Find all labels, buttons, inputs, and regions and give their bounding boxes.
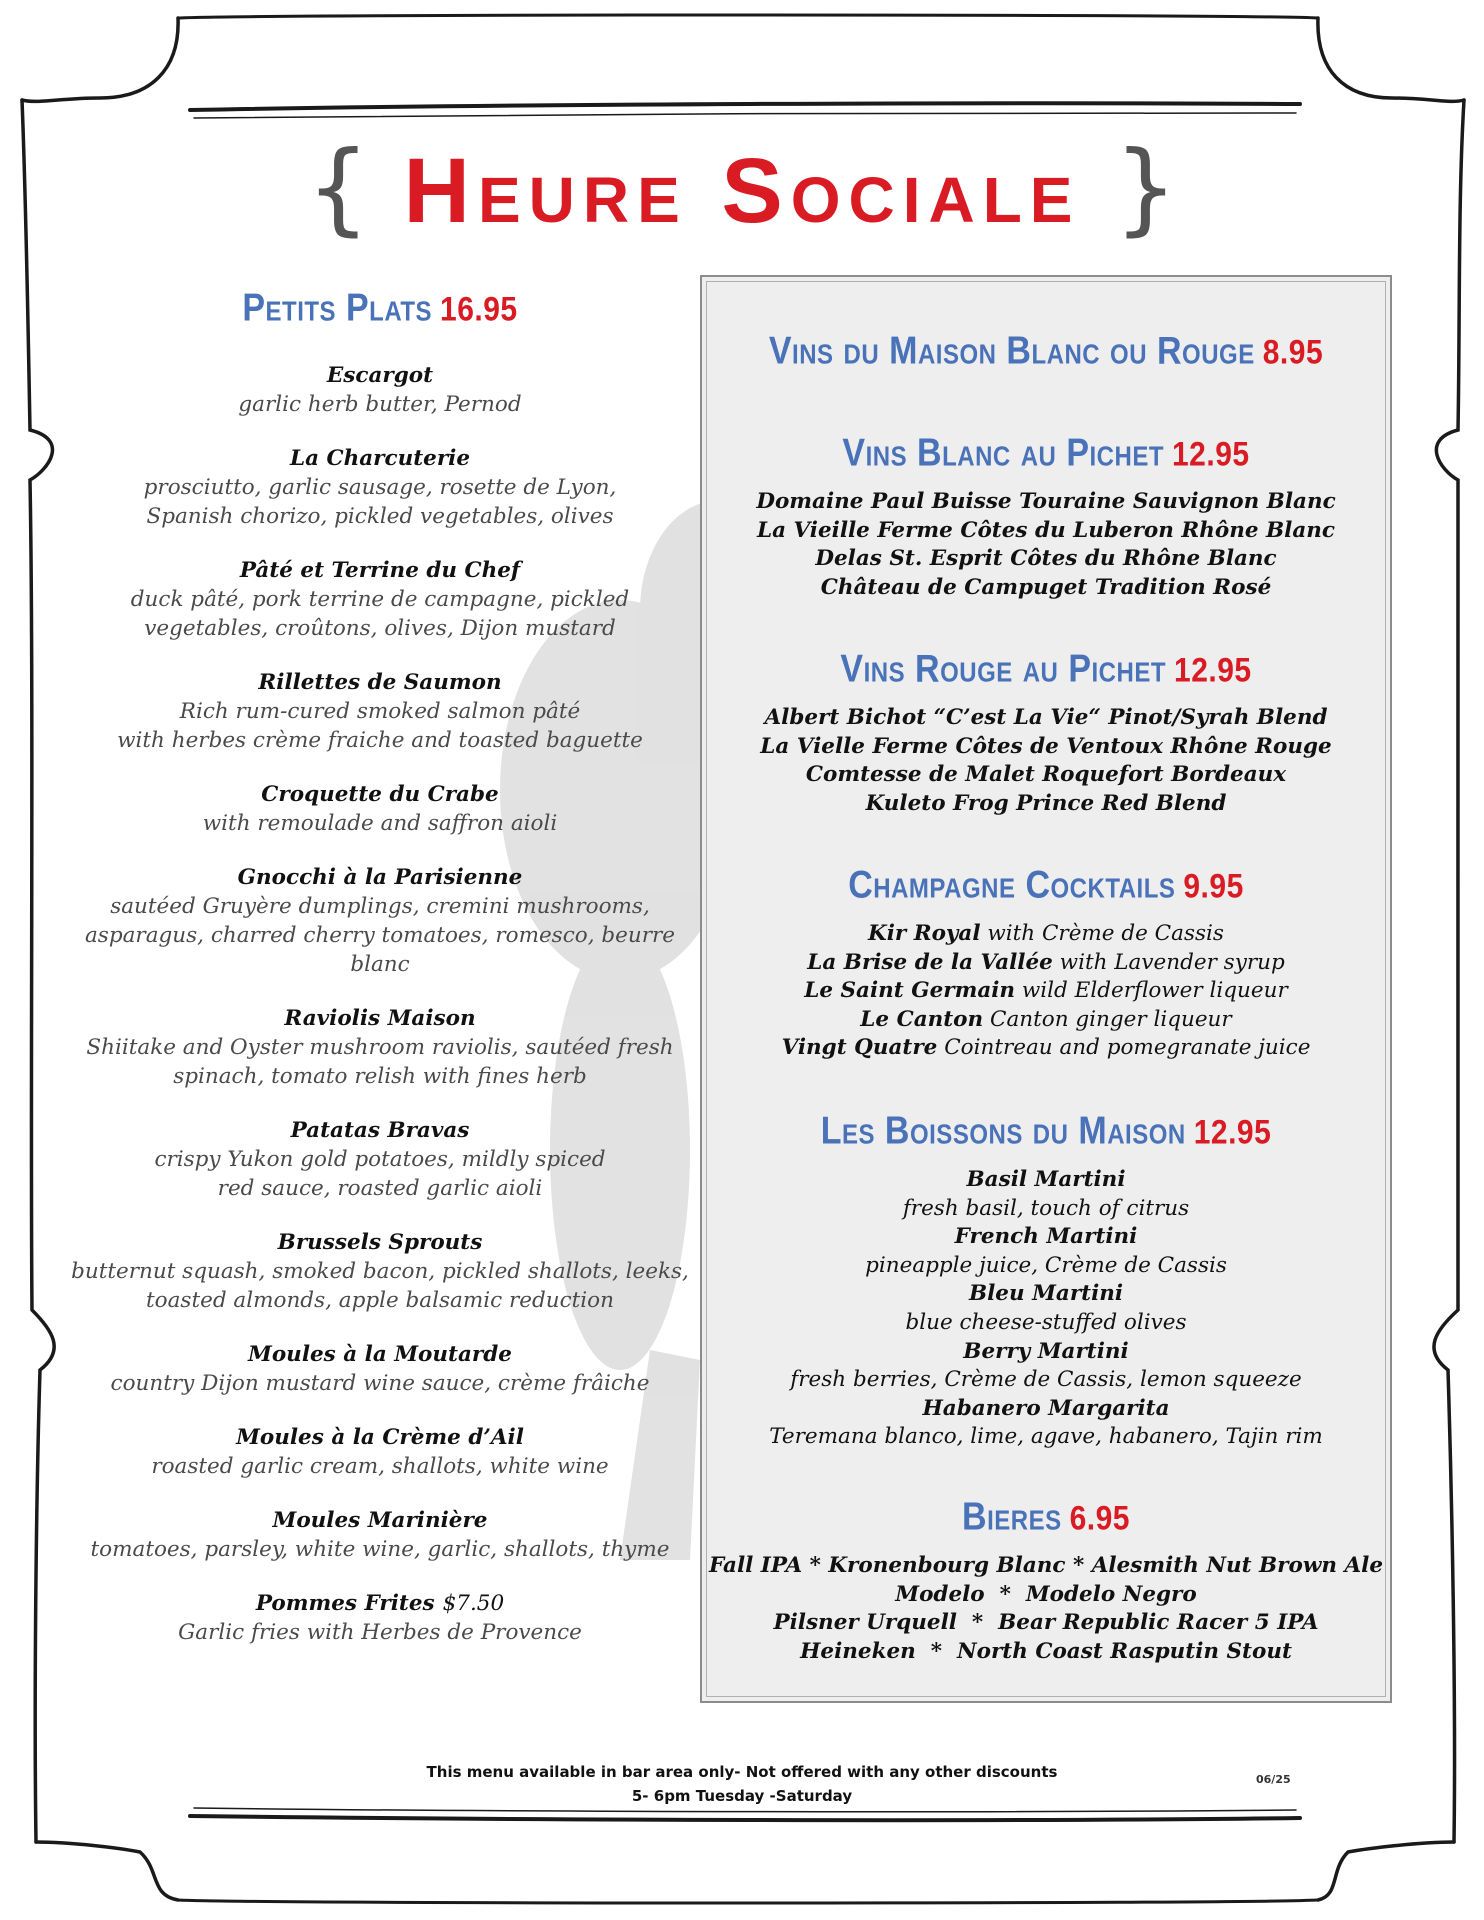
vins-maison-title: Vins du Maison Blanc ou Rouge — [768, 329, 1255, 373]
dish-price: $7.50 — [442, 1591, 505, 1617]
drink-description: pineapple juice, Crème de Cassis — [865, 1252, 1227, 1278]
cocktail-name: Vingt Quatre — [781, 1035, 938, 1061]
dish-description: tomatoes, parsley, white wine, garlic, shallots, thyme — [90, 1537, 670, 1563]
champagne-heading — [702, 864, 1390, 907]
menu-item — [70, 668, 690, 755]
dish-description: vegetables, croûtons, olives, Dijon mustard — [144, 616, 616, 642]
menu-item — [70, 1423, 690, 1481]
dish-name-text: Patatas Bravas — [290, 1118, 470, 1144]
drinks-panel — [700, 275, 1392, 1703]
cocktail-item — [702, 977, 1390, 1006]
vins-maison-heading — [702, 330, 1390, 373]
menu-item — [70, 361, 690, 419]
cocktail-description: wild Elderflower liqueur — [1021, 978, 1288, 1004]
wine-item: La Vieille Ferme Côtes du Luberon Rhône Blanc — [756, 517, 1336, 543]
page-title — [0, 129, 1484, 246]
dish-name — [70, 556, 690, 585]
title-text: Heure Sociale — [403, 140, 1081, 242]
cocktail-description: with Crème de Cassis — [987, 921, 1224, 946]
cocktail-item — [702, 920, 1390, 949]
dish-description: with herbes crème fraiche and toasted baguette — [117, 728, 643, 754]
vins-rouge-title: Vins Rouge au Pichet — [840, 647, 1167, 691]
dish-name — [70, 1004, 690, 1033]
bieres-list — [702, 1552, 1390, 1666]
dish-name — [70, 1423, 690, 1452]
petits-plats-section — [70, 286, 690, 1672]
dish-description: crispy Yukon gold potatoes, mildly spiced — [154, 1147, 606, 1173]
boissons-price: 12.95 — [1193, 1113, 1272, 1152]
dish-name — [70, 1506, 690, 1535]
drink-description: Teremana blanco, lime, agave, habanero, Tajin rim — [769, 1424, 1323, 1450]
dish-description: garlic herb butter, Pernod — [238, 392, 522, 418]
drink-description: blue cheese-stuffed olives — [905, 1309, 1187, 1335]
bieres-title: Bieres — [962, 1495, 1062, 1539]
dish-description: prosciutto, garlic sausage, rosette de Lyon, — [143, 475, 617, 501]
dish-description: roasted garlic cream, shallots, white wine — [151, 1454, 609, 1480]
date-code: 06/25 — [1256, 1773, 1291, 1786]
dish-name-text: Gnocchi à la Parisienne — [237, 865, 523, 891]
wine-item: Château de Campuget Tradition Rosé — [820, 574, 1272, 600]
menu-item — [70, 444, 690, 531]
cocktail-name: Le Canton — [860, 1006, 984, 1032]
dish-name — [70, 780, 690, 809]
dish-name — [70, 1589, 690, 1618]
champagne-title: Champagne Cocktails — [848, 863, 1176, 907]
beer-line: Modelo * Modelo Negro — [895, 1581, 1197, 1607]
dish-description: country Dijon mustard wine sauce, crème frâiche — [110, 1371, 650, 1397]
dish-description: Garlic fries with Herbes de Provence — [178, 1620, 582, 1646]
beer-line: Pilsner Urquell * Bear Republic Racer 5 IPA — [773, 1610, 1319, 1636]
dish-name-text: Rillettes de Saumon — [258, 670, 502, 696]
menu-item — [70, 1116, 690, 1203]
drink-name: French Martini — [954, 1224, 1138, 1250]
drink-description: fresh basil, touch of citrus — [902, 1195, 1190, 1221]
menu-item — [70, 1340, 690, 1398]
wine-item: La Vielle Ferme Côtes de Ventoux Rhône Rouge — [760, 733, 1332, 759]
dish-description: sautéed Gruyère dumplings, cremini mushrooms, — [110, 894, 650, 920]
vins-blanc-list — [702, 488, 1390, 602]
dish-description: toasted almonds, apple balsamic reduction — [146, 1288, 614, 1314]
vins-rouge-price: 12.95 — [1174, 651, 1252, 690]
dish-name — [70, 1228, 690, 1257]
menu-item — [70, 1228, 690, 1315]
footer-line-2: 5- 6pm Tuesday -Saturday — [631, 1787, 853, 1805]
menu-item — [70, 863, 690, 979]
menu-item — [70, 1589, 690, 1647]
wine-item: Albert Bichot “C’est La Vie“ Pinot/Syrah Blend — [764, 705, 1328, 730]
dish-description: asparagus, charred cherry tomatoes, romesco, beurre blanc — [84, 923, 675, 978]
dish-description: spinach, tomato relish with fines herb — [173, 1064, 587, 1090]
dish-name-text: Moules à la Moutarde — [248, 1342, 512, 1368]
cocktail-description: with Lavender syrup — [1059, 949, 1285, 975]
dish-description: butternut squash, smoked bacon, pickled shallots, leeks, — [71, 1259, 689, 1285]
dish-name-text: Moules à la Crème d’Ail — [236, 1425, 524, 1451]
dish-name-text: Raviolis Maison — [284, 1006, 476, 1032]
wine-item: Comtesse de Malet Roquefort Bordeaux — [805, 762, 1287, 788]
dish-description: Shiitake and Oyster mushroom raviolis, sautéed fresh — [86, 1035, 674, 1061]
dish-list — [70, 361, 690, 1647]
dish-description: Spanish chorizo, pickled vegetables, olives — [146, 504, 614, 530]
cocktail-name: Kir Royal — [868, 921, 981, 946]
dish-name — [70, 1340, 690, 1369]
cocktail-item — [702, 1034, 1390, 1063]
vins-rouge-list — [702, 704, 1390, 818]
dish-name — [70, 1116, 690, 1145]
dish-description: Rich rum-cured smoked salmon pâté — [179, 699, 581, 725]
cocktail-description: Cointreau and pomegranate juice — [944, 1035, 1311, 1061]
boissons-title: Les Boissons du Maison — [820, 1109, 1186, 1153]
wine-item: Kuleto Frog Prince Red Blend — [865, 790, 1227, 816]
left-brace: { — [306, 129, 370, 246]
dish-name-text: La Charcuterie — [289, 446, 471, 472]
dish-name — [70, 444, 690, 473]
dish-name-text: Pâté et Terrine du Chef — [239, 558, 521, 584]
drink-description: fresh berries, Crème de Cassis, lemon squeeze — [790, 1367, 1302, 1393]
dish-name — [70, 668, 690, 697]
drink-name: Bleu Martini — [968, 1281, 1124, 1307]
boissons-list — [702, 1166, 1390, 1452]
wine-item: Delas St. Esprit Côtes du Rhône Blanc — [815, 546, 1277, 572]
menu-item — [70, 1506, 690, 1564]
drink-name: Habanero Margarita — [922, 1395, 1170, 1421]
footer-line-1: This menu available in bar area only- Not offered with any other discounts — [426, 1763, 1058, 1781]
beer-line: Heineken * North Coast Rasputin Stout — [800, 1638, 1292, 1664]
petits-plats-price: 16.95 — [440, 290, 518, 329]
right-brace: } — [1114, 129, 1178, 246]
dish-description: red sauce, roasted garlic aioli — [217, 1176, 543, 1202]
dish-description: with remoulade and saffron aioli — [202, 811, 558, 837]
drink-name: Berry Martini — [963, 1338, 1129, 1364]
cocktail-item — [702, 949, 1390, 978]
petits-plats-title: Petits Plats — [242, 286, 433, 330]
vins-maison-price: 8.95 — [1262, 333, 1324, 372]
cocktail-item — [702, 1006, 1390, 1035]
vins-blanc-heading — [702, 432, 1390, 475]
vins-blanc-price: 12.95 — [1172, 435, 1250, 474]
cocktail-name: Le Saint Germain — [804, 978, 1016, 1004]
dish-name-text: Pommes Frites — [255, 1591, 435, 1617]
dish-description: duck pâté, pork terrine de campagne, pickled — [130, 587, 630, 613]
drink-name: Basil Martini — [966, 1167, 1126, 1192]
petits-plats-heading — [70, 287, 690, 330]
vins-rouge-heading — [702, 648, 1390, 691]
champagne-price: 9.95 — [1183, 867, 1244, 906]
dish-name — [70, 361, 690, 390]
dish-name — [70, 863, 690, 892]
dish-name-text: Brussels Sprouts — [277, 1230, 483, 1256]
menu-item — [70, 1004, 690, 1091]
menu-item — [70, 780, 690, 838]
boissons-heading — [702, 1110, 1390, 1153]
champagne-list — [702, 920, 1390, 1063]
dish-name-text: Escargot — [326, 363, 434, 389]
cocktail-name: La Brise de la Vallée — [807, 949, 1053, 975]
cocktail-description: Canton ginger liqueur — [990, 1006, 1232, 1032]
beer-line: Fall IPA * Kronenbourg Blanc * Alesmith Nut Brown Ale — [708, 1553, 1384, 1578]
wine-item: Domaine Paul Buisse Touraine Sauvignon Blanc — [756, 489, 1336, 514]
dish-name-text: Moules Marinière — [272, 1508, 488, 1534]
dish-name-text: Croquette du Crabe — [261, 782, 499, 808]
bieres-price: 6.95 — [1069, 1499, 1130, 1538]
vins-blanc-title: Vins Blanc au Pichet — [842, 431, 1164, 475]
bieres-heading — [702, 1496, 1390, 1539]
menu-item — [70, 556, 690, 643]
